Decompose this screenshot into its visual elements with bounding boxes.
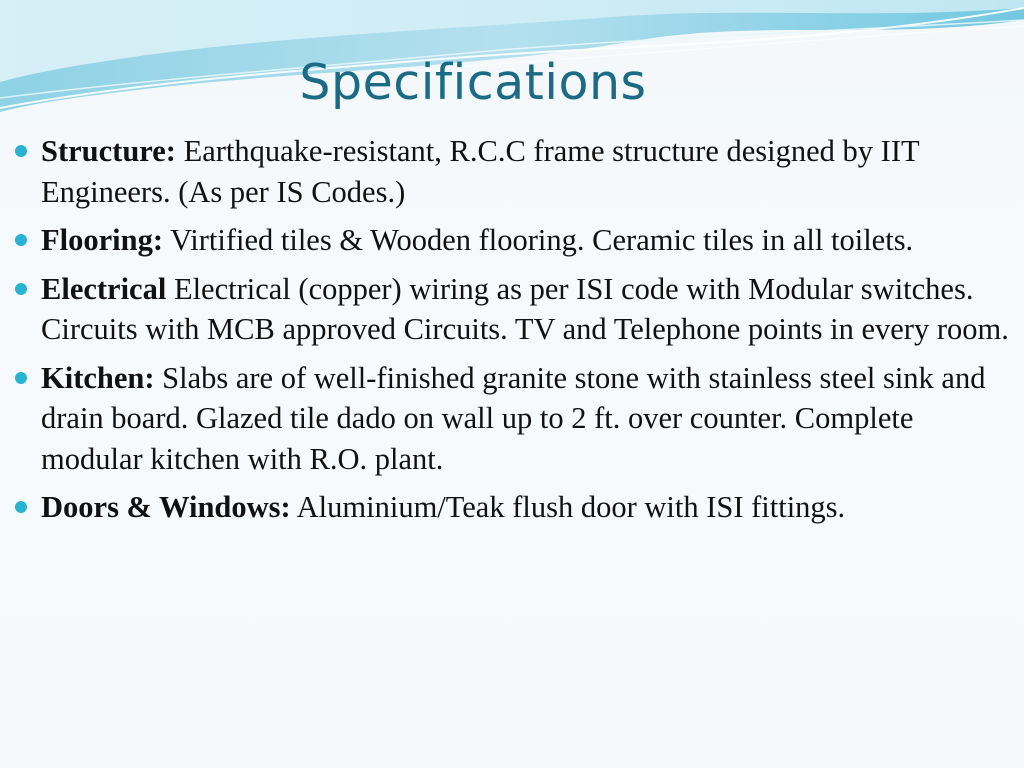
bullet-text: Slabs are of well-finished granite stone with stainless steel sink and drain board. Glazed tile dado on wall up to 2 ft. over counter. Complete modular kitchen with R.O. plant.	[41, 360, 986, 476]
list-item-electrical	[14, 269, 1014, 350]
bullet-label: Kitchen:	[41, 360, 155, 395]
bullet-label: Flooring:	[41, 223, 163, 257]
list-item-doors-windows	[14, 487, 1014, 528]
bullet-text: Electrical (copper) wiring as per ISI code with Modular switches. Circuits with MCB approved Circuits. TV and Telephone points in every room.	[41, 271, 1009, 346]
list-item-structure	[14, 131, 1014, 212]
bullet-label: Doors & Windows:	[41, 490, 291, 524]
bullet-dot-icon	[15, 372, 27, 384]
bullet-text: Earthquake-resistant, R.C.C frame structure designed by IIT Engineers. (As per IS Codes.)	[41, 134, 920, 209]
bullet-dot-icon	[15, 283, 27, 295]
bullet-text: Aluminium/Teak flush door with ISI fittings.	[290, 490, 846, 524]
specifications-list	[14, 131, 1014, 536]
bullet-dot-icon	[15, 234, 27, 246]
bullet-dot-icon	[15, 145, 27, 157]
bullet-dot-icon	[15, 501, 27, 513]
list-item-kitchen	[14, 358, 1014, 480]
bullet-label: Electrical	[41, 271, 167, 306]
bullet-label: Structure:	[41, 134, 176, 168]
list-item-flooring	[14, 220, 1014, 261]
bullet-text: Virtified tiles & Wooden flooring. Ceramic tiles in all toilets.	[163, 223, 914, 257]
slide-title: Specifications	[299, 54, 647, 111]
